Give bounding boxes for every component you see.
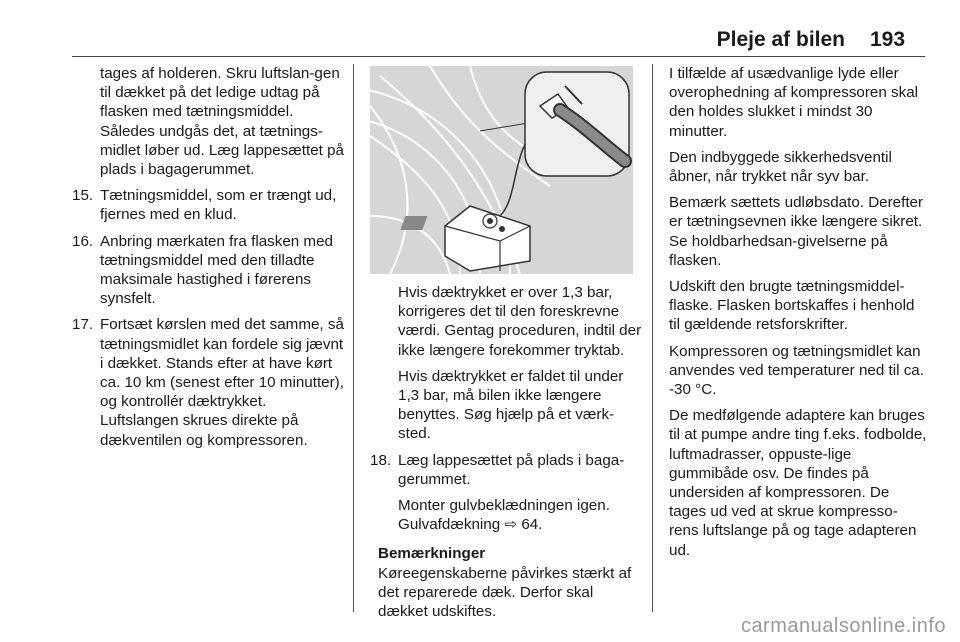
paragraph-temperature: Kompressoren og tætningsmidlet kan anvendes ved temperaturer ned til ca. -30 °C. bbox=[669, 342, 924, 399]
tire-compressor-illustration bbox=[370, 66, 633, 274]
column-1 bbox=[72, 64, 344, 457]
list-item-text: Fortsæt kørslen med det samme, så tætningsmidlet kan fordele sig jævnt i dækket. Stands efter at have kørt ca. 10 km (senest efter 10 minutter), og kontrollér dæktrykket. Luftslangen skrues direkte på dækventilen og kompressoren. bbox=[100, 316, 344, 449]
paragraph-noise-overheating: I tilfælde af usædvanlige lyde eller overophedning af kompressoren skal den holdes slukket i mindst 30 minutter. bbox=[669, 65, 919, 140]
list-item-number: 16. bbox=[72, 232, 94, 250]
list-item-number: 15. bbox=[72, 187, 94, 205]
tire-compressor-icon bbox=[370, 66, 633, 274]
pressure-low-paragraph: Hvis dæktrykket er faldet til under 1,3 bar, må bilen ikke længere benyttes. Søg hjælp på et værk-sted. bbox=[398, 367, 624, 443]
page-number: 193 bbox=[870, 28, 906, 51]
pressure-high-paragraph: Hvis dæktrykket er over 1,3 bar, korrigeres det til den foreskrevne værdi. Gentag proceduren, indtil der ikke længere forekommer tryktab. bbox=[398, 284, 642, 359]
list-item-18 bbox=[370, 451, 642, 535]
list-item-16 bbox=[72, 232, 344, 309]
list-item-text: Læg lappesættet på plads i baga-gerummet. bbox=[398, 451, 625, 488]
note-block bbox=[370, 544, 642, 621]
intro-paragraph: tages af holderen. Skru luftslan-gen til dækket på det ledige udtag på flasken med tætningsmiddel. Således undgås det, at tætnings-midlet løber ud. Læg lappesættet på plads i bagagerummet. bbox=[100, 65, 344, 179]
list-item-text-2: Monter gulvbeklædningen igen. Gulvafdækning ⇨ 64. bbox=[398, 497, 610, 534]
note-heading: Bemærkninger bbox=[378, 545, 486, 563]
paragraph-replace-bottle: Udskift den brugte tætningsmiddel-flaske. Flasken bortskaffes i henhold til gældende retsforskrifter. bbox=[669, 278, 915, 334]
list-item-number: 18. bbox=[370, 451, 392, 469]
paragraph-safety-valve: Den indbyggede sikkerhedsventil åbner, når trykket når syv bar. bbox=[669, 148, 892, 186]
watermark: carmanualsonline.info bbox=[740, 615, 946, 637]
list-item-text: Anbring mærkaten fra flasken med tætningsmiddel med den tilladte maksimale hastighed i førerens synsfelt. bbox=[100, 232, 333, 308]
column-divider-2 bbox=[652, 64, 653, 612]
page-title: Pleje af bilen bbox=[716, 28, 845, 51]
note-text: Køreegenskaberne påvirkes stærkt af det reparerede dæk. Derfor skal dækket udskiftes. bbox=[378, 564, 632, 621]
list-item-15 bbox=[72, 186, 344, 224]
list-item-17 bbox=[72, 315, 344, 449]
list-item-number: 17. bbox=[72, 316, 94, 334]
column-3 bbox=[669, 64, 927, 567]
column-divider-1 bbox=[353, 64, 354, 612]
paragraph-expiry: Bemærk sættets udløbsdato. Derefter er tætningsevnen ikke længere sikret. Se holdbarhedsan-givelserne på flasken. bbox=[669, 194, 924, 269]
paragraph-adapters: De medfølgende adaptere kan bruges til at pumpe andre ting f.eks. fodbolde, luftmadrasser, oppuste-lige gummibåde osv. De findes på undersiden af kompressoren. De tages ud ved at skrue kompresso-rens luftslange på og tage adapteren ud. bbox=[669, 407, 927, 559]
column-2 bbox=[370, 283, 642, 621]
list-item-text: Tætningsmiddel, som er trængt ud, fjernes med en klud. bbox=[100, 187, 337, 224]
header-rule bbox=[72, 56, 925, 57]
